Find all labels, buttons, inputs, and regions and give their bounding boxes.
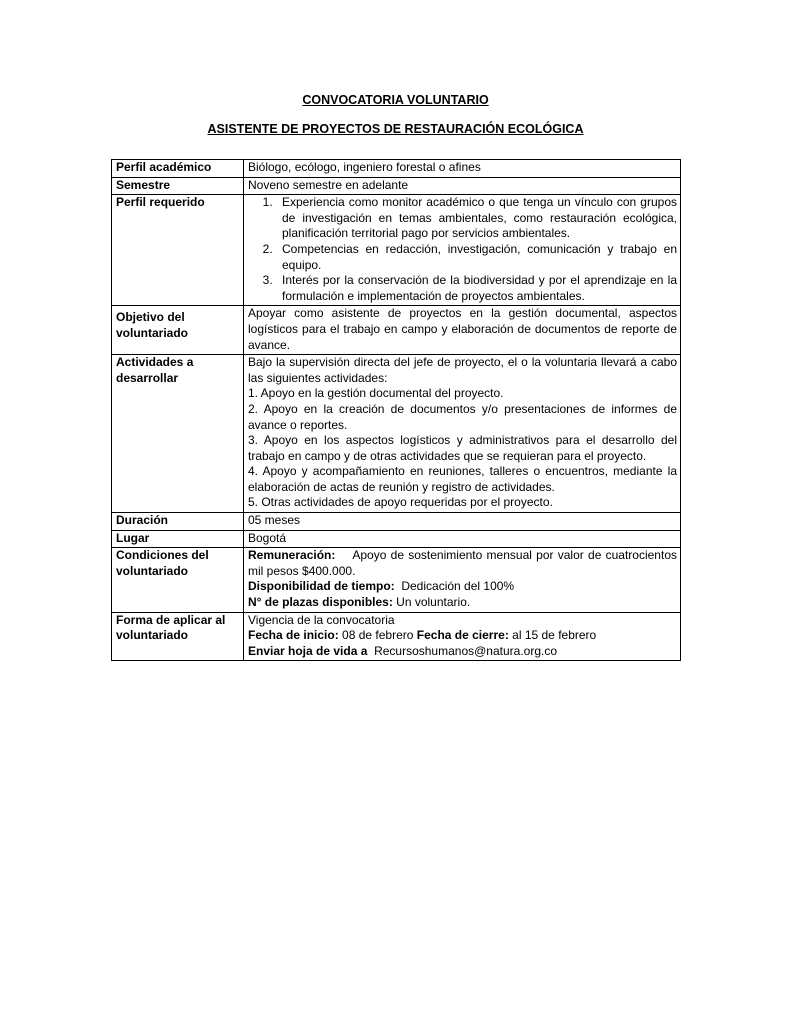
list-item: 2. Competencias en redacción, investigación, comunicación y trabajo en equipo. [276,242,677,273]
label-lugar: Lugar [112,530,244,548]
list-item: 1. Experiencia como monitor académico o que tenga un vínculo con grupos de investigación en temas ambientales, como restauración ecológica, planificación territorial pago por servicios ambientales. [276,195,677,242]
row-objetivo [112,306,681,355]
inicio-label: Fecha de inicio: [248,628,339,643]
value-condiciones [244,548,681,612]
document-title: CONVOCATORIA VOLUNTARIO [302,93,489,107]
plazas-line [248,595,677,611]
value-forma-aplicar [244,612,681,661]
row-perfil-academico [112,160,681,178]
list-item: 2. Apoyo en la creación de documentos y/o presentaciones de informes de avance o reportes. [248,401,677,432]
label-perfil-requerido: Perfil requerido [112,195,244,306]
row-condiciones [112,548,681,612]
value-objetivo: Apoyar como asistente de proyectos en la gestión documental, aspectos logísticos para el trabajo en campo y elaboración de documentos de reporte de avance. [244,306,681,355]
disponibilidad-label: Disponibilidad de tiempo: [248,579,395,594]
label-semestre: Semestre [112,177,244,195]
row-lugar [112,530,681,548]
email-link[interactable]: Recursoshumanos@natura.org.co [374,643,558,658]
disponibilidad-line [248,579,677,595]
row-semestre [112,177,681,195]
value-semestre: Noveno semestre en adelante [244,177,681,195]
call-details-table [111,159,681,661]
inicio-value: 08 de febrero [342,628,414,643]
cierre-label: Fecha de cierre: [416,628,509,643]
vigencia-text: Vigencia de la convocatoria [248,612,395,627]
label-actividades: Actividades a desarrollar [112,355,244,513]
remuneracion-label: Remuneración: [248,548,336,563]
activities-intro: Bajo la supervisión directa del jefe de proyecto, el o la voluntaria llevará a cabo las siguientes actividades: [248,355,677,385]
list-item: 5. Otras actividades de apoyo requeridas por el proyecto. [248,495,553,510]
value-perfil-requerido [244,195,681,306]
label-perfil-academico: Perfil académico [112,160,244,178]
value-actividades [244,355,681,513]
cierre-value: al 15 de febrero [512,628,597,643]
value-lugar: Bogotá [244,530,681,548]
plazas-label: N° de plazas disponibles: [248,595,393,610]
row-forma-aplicar [112,612,681,661]
label-duracion: Duración [112,513,244,531]
list-item: 4. Apoyo y acompañamiento en reuniones, talleres o encuentros, mediante la elaboración de actas de reunión y registro de actividades. [248,464,677,494]
list-item: 3. Apoyo en los aspectos logísticos y administrativos para el desarrollo del trabajo en campo y de otras actividades que se requieran para el proyecto. [248,433,677,463]
plazas-value: Un voluntario. [396,595,471,610]
remuneracion-line [248,548,677,579]
list-item: 3. Interés por la conservación de la biodiversidad y por el aprendizaje en la formulación e implementación de proyectos ambientales. [276,273,677,304]
value-duracion: 05 meses [244,513,681,531]
requirements-list [248,195,677,304]
dates-line [248,628,677,644]
label-forma-aplicar: Forma de aplicar al voluntariado [112,612,244,661]
remuneracion-value: Apoyo de sostenimiento mensual por valor de cuatrocientos mil pesos $400.000. [248,548,677,578]
label-objetivo: Objetivo del voluntariado [112,306,244,355]
disponibilidad-value: Dedicación del 100% [401,579,515,594]
enviar-label: Enviar hoja de vida a [248,643,368,658]
value-perfil-academico: Biólogo, ecólogo, ingeniero forestal o afines [244,160,681,178]
label-condiciones: Condiciones del voluntariado [112,548,244,612]
document-subtitle: ASISTENTE DE PROYECTOS DE RESTAURACIÓN ECOLÓGICA [207,122,584,136]
enviar-line [248,644,677,660]
list-item: 1. Apoyo en la gestión documental del proyecto. [248,386,504,401]
row-actividades [112,355,681,513]
row-duracion [112,513,681,531]
row-perfil-requerido [112,195,681,306]
